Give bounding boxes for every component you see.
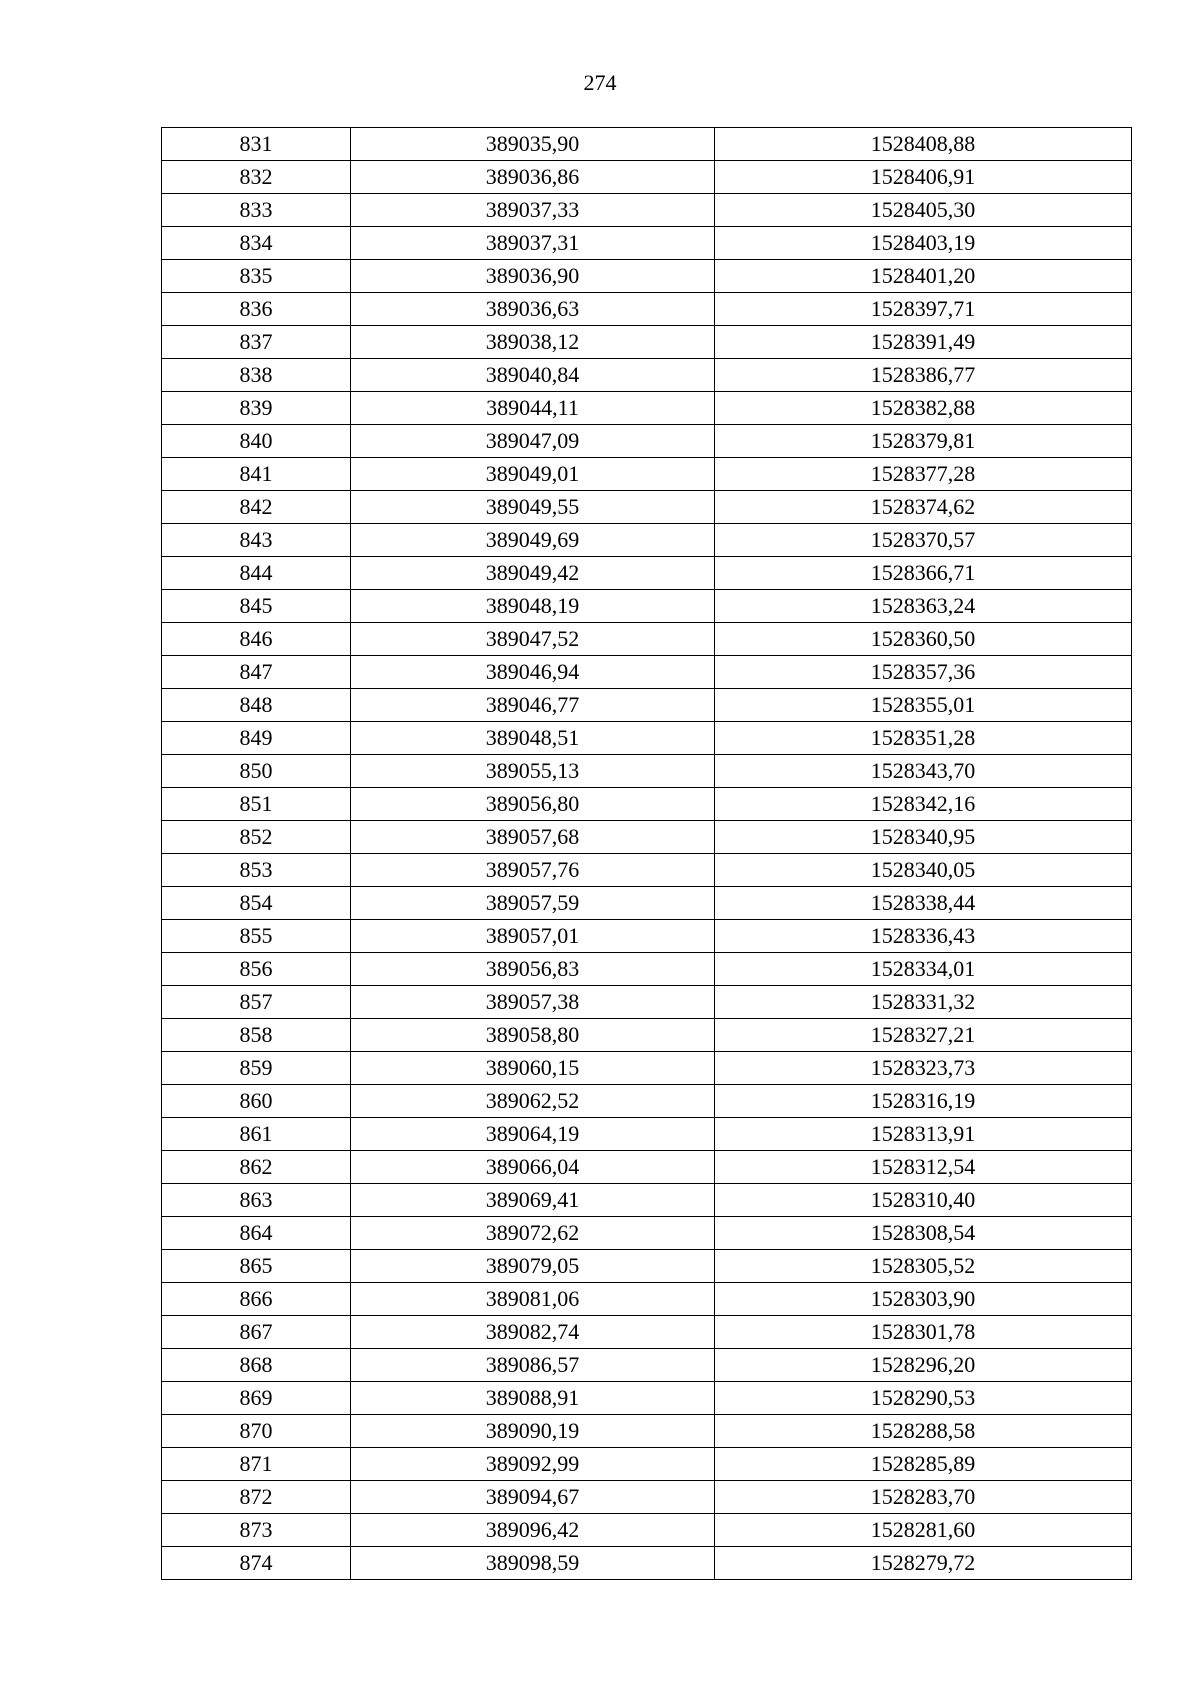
table-row <box>162 1019 1132 1052</box>
y-coordinate-cell: 1528351,28 <box>715 722 1132 755</box>
table-row <box>162 1547 1132 1580</box>
point-number-cell: 860 <box>162 1085 351 1118</box>
point-number-cell: 867 <box>162 1316 351 1349</box>
y-coordinate-cell: 1528403,19 <box>715 227 1132 260</box>
point-number-cell: 843 <box>162 524 351 557</box>
x-coordinate-cell: 389049,42 <box>351 557 715 590</box>
table-row <box>162 326 1132 359</box>
y-coordinate-cell: 1528391,49 <box>715 326 1132 359</box>
x-coordinate-cell: 389057,76 <box>351 854 715 887</box>
table-row <box>162 1085 1132 1118</box>
x-coordinate-cell: 389037,31 <box>351 227 715 260</box>
point-number-cell: 856 <box>162 953 351 986</box>
table-row <box>162 953 1132 986</box>
table-row <box>162 524 1132 557</box>
point-number-cell: 858 <box>162 1019 351 1052</box>
y-coordinate-cell: 1528303,90 <box>715 1283 1132 1316</box>
y-coordinate-cell: 1528355,01 <box>715 689 1132 722</box>
y-coordinate-cell: 1528360,50 <box>715 623 1132 656</box>
x-coordinate-cell: 389057,59 <box>351 887 715 920</box>
table-row <box>162 1151 1132 1184</box>
x-coordinate-cell: 389092,99 <box>351 1448 715 1481</box>
y-coordinate-cell: 1528366,71 <box>715 557 1132 590</box>
point-number-cell: 832 <box>162 161 351 194</box>
table-row <box>162 887 1132 920</box>
y-coordinate-cell: 1528312,54 <box>715 1151 1132 1184</box>
table-row <box>162 260 1132 293</box>
y-coordinate-cell: 1528343,70 <box>715 755 1132 788</box>
x-coordinate-cell: 389036,63 <box>351 293 715 326</box>
point-number-cell: 865 <box>162 1250 351 1283</box>
table-row <box>162 821 1132 854</box>
table-row <box>162 161 1132 194</box>
x-coordinate-cell: 389058,80 <box>351 1019 715 1052</box>
y-coordinate-cell: 1528370,57 <box>715 524 1132 557</box>
table-row <box>162 689 1132 722</box>
point-number-cell: 868 <box>162 1349 351 1382</box>
y-coordinate-cell: 1528313,91 <box>715 1118 1132 1151</box>
point-number-cell: 866 <box>162 1283 351 1316</box>
table-row <box>162 392 1132 425</box>
x-coordinate-cell: 389049,01 <box>351 458 715 491</box>
x-coordinate-cell: 389098,59 <box>351 1547 715 1580</box>
table-row <box>162 458 1132 491</box>
y-coordinate-cell: 1528342,16 <box>715 788 1132 821</box>
x-coordinate-cell: 389066,04 <box>351 1151 715 1184</box>
x-coordinate-cell: 389036,86 <box>351 161 715 194</box>
x-coordinate-cell: 389064,19 <box>351 1118 715 1151</box>
y-coordinate-cell: 1528379,81 <box>715 425 1132 458</box>
x-coordinate-cell: 389057,01 <box>351 920 715 953</box>
y-coordinate-cell: 1528397,71 <box>715 293 1132 326</box>
x-coordinate-cell: 389049,69 <box>351 524 715 557</box>
point-number-cell: 846 <box>162 623 351 656</box>
x-coordinate-cell: 389056,80 <box>351 788 715 821</box>
x-coordinate-cell: 389055,13 <box>351 755 715 788</box>
point-number-cell: 839 <box>162 392 351 425</box>
y-coordinate-cell: 1528281,60 <box>715 1514 1132 1547</box>
table-row <box>162 1283 1132 1316</box>
x-coordinate-cell: 389035,90 <box>351 128 715 161</box>
table-row <box>162 755 1132 788</box>
y-coordinate-cell: 1528386,77 <box>715 359 1132 392</box>
table-row <box>162 920 1132 953</box>
point-number-cell: 871 <box>162 1448 351 1481</box>
point-number-cell: 863 <box>162 1184 351 1217</box>
table-row <box>162 491 1132 524</box>
x-coordinate-cell: 389072,62 <box>351 1217 715 1250</box>
y-coordinate-cell: 1528338,44 <box>715 887 1132 920</box>
y-coordinate-cell: 1528377,28 <box>715 458 1132 491</box>
x-coordinate-cell: 389060,15 <box>351 1052 715 1085</box>
point-number-cell: 855 <box>162 920 351 953</box>
point-number-cell: 870 <box>162 1415 351 1448</box>
y-coordinate-cell: 1528316,19 <box>715 1085 1132 1118</box>
table-row <box>162 359 1132 392</box>
table-row <box>162 1250 1132 1283</box>
y-coordinate-cell: 1528401,20 <box>715 260 1132 293</box>
x-coordinate-cell: 389088,91 <box>351 1382 715 1415</box>
point-number-cell: 841 <box>162 458 351 491</box>
point-number-cell: 851 <box>162 788 351 821</box>
point-number-cell: 849 <box>162 722 351 755</box>
x-coordinate-cell: 389062,52 <box>351 1085 715 1118</box>
table-row <box>162 1448 1132 1481</box>
table-row <box>162 722 1132 755</box>
y-coordinate-cell: 1528290,53 <box>715 1382 1132 1415</box>
x-coordinate-cell: 389090,19 <box>351 1415 715 1448</box>
x-coordinate-cell: 389036,90 <box>351 260 715 293</box>
point-number-cell: 834 <box>162 227 351 260</box>
table-row <box>162 854 1132 887</box>
y-coordinate-cell: 1528408,88 <box>715 128 1132 161</box>
point-number-cell: 847 <box>162 656 351 689</box>
x-coordinate-cell: 389069,41 <box>351 1184 715 1217</box>
y-coordinate-cell: 1528340,95 <box>715 821 1132 854</box>
table-row <box>162 788 1132 821</box>
x-coordinate-cell: 389094,67 <box>351 1481 715 1514</box>
x-coordinate-cell: 389056,83 <box>351 953 715 986</box>
point-number-cell: 838 <box>162 359 351 392</box>
point-number-cell: 840 <box>162 425 351 458</box>
x-coordinate-cell: 389079,05 <box>351 1250 715 1283</box>
table-row <box>162 1316 1132 1349</box>
point-number-cell: 864 <box>162 1217 351 1250</box>
x-coordinate-cell: 389081,06 <box>351 1283 715 1316</box>
y-coordinate-cell: 1528301,78 <box>715 1316 1132 1349</box>
y-coordinate-cell: 1528327,21 <box>715 1019 1132 1052</box>
y-coordinate-cell: 1528279,72 <box>715 1547 1132 1580</box>
point-number-cell: 836 <box>162 293 351 326</box>
table-row <box>162 623 1132 656</box>
coordinates-table <box>161 127 1132 1580</box>
x-coordinate-cell: 389086,57 <box>351 1349 715 1382</box>
y-coordinate-cell: 1528357,36 <box>715 656 1132 689</box>
x-coordinate-cell: 389046,94 <box>351 656 715 689</box>
table-row <box>162 1415 1132 1448</box>
y-coordinate-cell: 1528288,58 <box>715 1415 1132 1448</box>
x-coordinate-cell: 389046,77 <box>351 689 715 722</box>
point-number-cell: 874 <box>162 1547 351 1580</box>
table-row <box>162 590 1132 623</box>
y-coordinate-cell: 1528374,62 <box>715 491 1132 524</box>
table-row <box>162 1514 1132 1547</box>
page-number: 274 <box>583 70 617 95</box>
table-row <box>162 1052 1132 1085</box>
point-number-cell: 872 <box>162 1481 351 1514</box>
point-number-cell: 842 <box>162 491 351 524</box>
y-coordinate-cell: 1528363,24 <box>715 590 1132 623</box>
table-row <box>162 986 1132 1019</box>
table-row <box>162 1217 1132 1250</box>
point-number-cell: 831 <box>162 128 351 161</box>
point-number-cell: 853 <box>162 854 351 887</box>
x-coordinate-cell: 389047,09 <box>351 425 715 458</box>
table-row <box>162 425 1132 458</box>
x-coordinate-cell: 389057,38 <box>351 986 715 1019</box>
point-number-cell: 869 <box>162 1382 351 1415</box>
point-number-cell: 873 <box>162 1514 351 1547</box>
y-coordinate-cell: 1528296,20 <box>715 1349 1132 1382</box>
y-coordinate-cell: 1528405,30 <box>715 194 1132 227</box>
x-coordinate-cell: 389049,55 <box>351 491 715 524</box>
table-row <box>162 128 1132 161</box>
y-coordinate-cell: 1528323,73 <box>715 1052 1132 1085</box>
x-coordinate-cell: 389044,11 <box>351 392 715 425</box>
x-coordinate-cell: 389082,74 <box>351 1316 715 1349</box>
x-coordinate-cell: 389038,12 <box>351 326 715 359</box>
x-coordinate-cell: 389037,33 <box>351 194 715 227</box>
point-number-cell: 833 <box>162 194 351 227</box>
point-number-cell: 844 <box>162 557 351 590</box>
point-number-cell: 854 <box>162 887 351 920</box>
x-coordinate-cell: 389096,42 <box>351 1514 715 1547</box>
point-number-cell: 850 <box>162 755 351 788</box>
y-coordinate-cell: 1528308,54 <box>715 1217 1132 1250</box>
y-coordinate-cell: 1528305,52 <box>715 1250 1132 1283</box>
point-number-cell: 835 <box>162 260 351 293</box>
table-row <box>162 1382 1132 1415</box>
x-coordinate-cell: 389048,51 <box>351 722 715 755</box>
y-coordinate-cell: 1528406,91 <box>715 161 1132 194</box>
y-coordinate-cell: 1528331,32 <box>715 986 1132 1019</box>
y-coordinate-cell: 1528340,05 <box>715 854 1132 887</box>
x-coordinate-cell: 389040,84 <box>351 359 715 392</box>
table-row <box>162 194 1132 227</box>
y-coordinate-cell: 1528283,70 <box>715 1481 1132 1514</box>
point-number-cell: 859 <box>162 1052 351 1085</box>
table-row <box>162 1349 1132 1382</box>
x-coordinate-cell: 389048,19 <box>351 590 715 623</box>
point-number-cell: 857 <box>162 986 351 1019</box>
table-row <box>162 1118 1132 1151</box>
table-row <box>162 557 1132 590</box>
y-coordinate-cell: 1528336,43 <box>715 920 1132 953</box>
point-number-cell: 861 <box>162 1118 351 1151</box>
y-coordinate-cell: 1528285,89 <box>715 1448 1132 1481</box>
point-number-cell: 845 <box>162 590 351 623</box>
table-row <box>162 1481 1132 1514</box>
y-coordinate-cell: 1528382,88 <box>715 392 1132 425</box>
coordinates-table-body <box>162 128 1132 1580</box>
table-row <box>162 227 1132 260</box>
x-coordinate-cell: 389057,68 <box>351 821 715 854</box>
y-coordinate-cell: 1528334,01 <box>715 953 1132 986</box>
x-coordinate-cell: 389047,52 <box>351 623 715 656</box>
point-number-cell: 862 <box>162 1151 351 1184</box>
table-row <box>162 293 1132 326</box>
point-number-cell: 837 <box>162 326 351 359</box>
point-number-cell: 852 <box>162 821 351 854</box>
table-row <box>162 656 1132 689</box>
table-row <box>162 1184 1132 1217</box>
y-coordinate-cell: 1528310,40 <box>715 1184 1132 1217</box>
point-number-cell: 848 <box>162 689 351 722</box>
